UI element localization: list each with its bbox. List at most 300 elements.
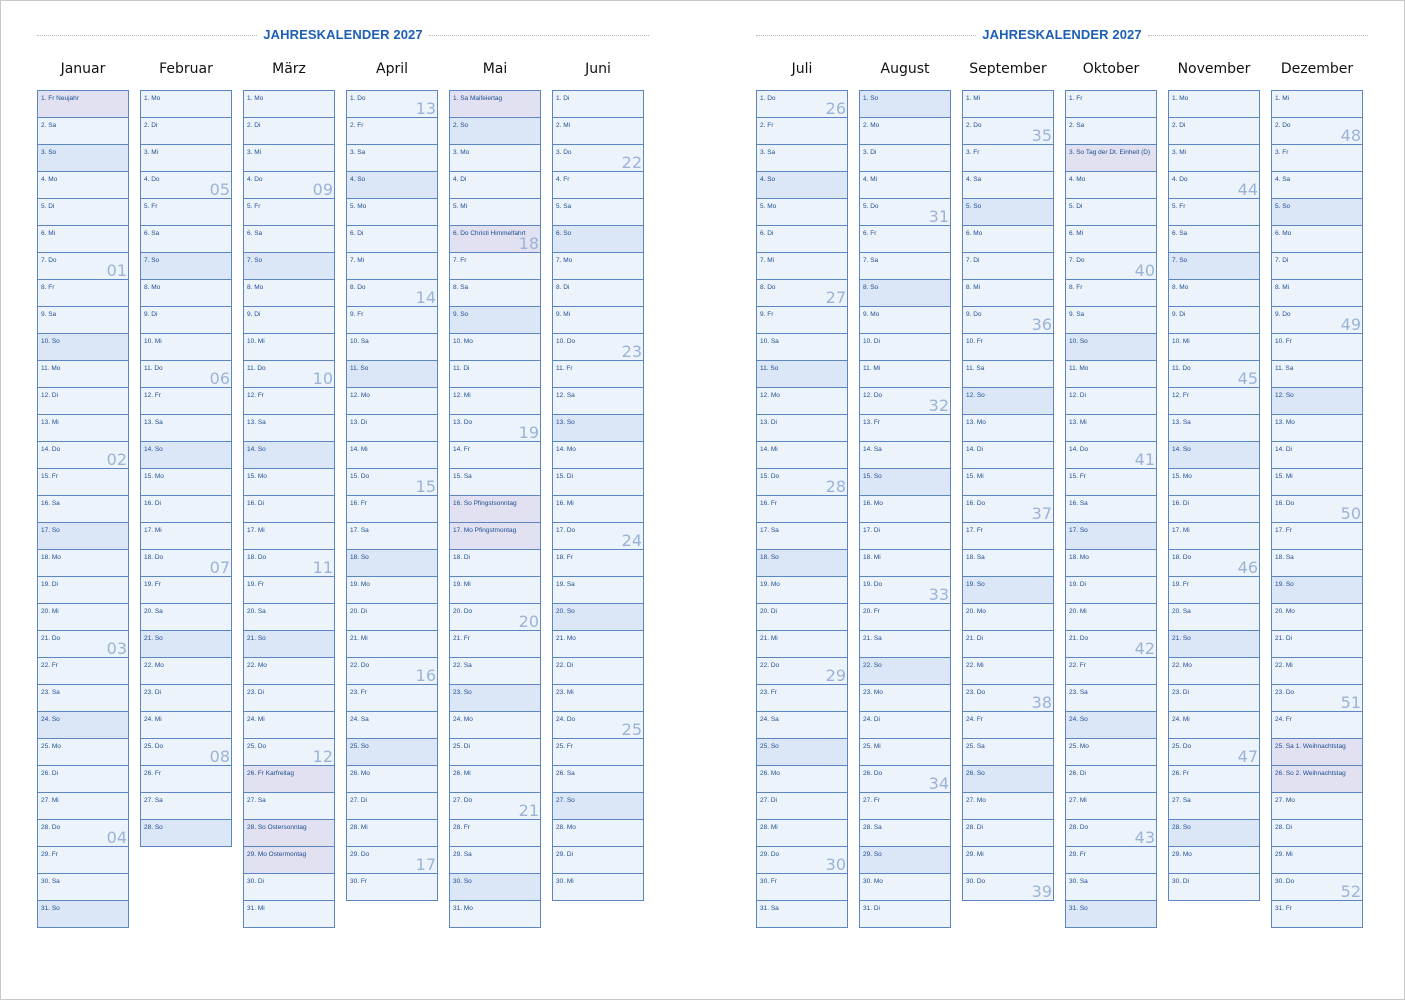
day-cell[interactable] [244,118,334,145]
day-cell[interactable] [38,658,128,685]
day-cell[interactable] [244,685,334,712]
day-cell[interactable] [553,307,643,334]
day-cell[interactable] [757,631,847,658]
day-cell[interactable] [1272,523,1362,550]
day-cell[interactable] [1272,793,1362,820]
day-cell[interactable] [1066,658,1156,685]
day-cell[interactable] [1169,793,1259,820]
day-cell[interactable] [347,469,437,496]
day-cell[interactable] [38,91,128,118]
day-cell[interactable] [860,577,950,604]
day-cell[interactable] [553,523,643,550]
day-cell[interactable] [347,91,437,118]
day-cell[interactable] [1169,280,1259,307]
day-cell[interactable] [757,145,847,172]
day-cell[interactable] [450,334,540,361]
day-cell[interactable] [347,118,437,145]
day-cell[interactable] [244,145,334,172]
day-cell[interactable] [1066,874,1156,901]
day-cell[interactable] [347,739,437,766]
day-cell[interactable] [347,685,437,712]
day-cell[interactable] [553,793,643,820]
day-cell[interactable] [860,469,950,496]
day-cell[interactable] [450,118,540,145]
day-cell[interactable] [963,226,1053,253]
day-cell[interactable] [141,145,231,172]
day-cell[interactable] [553,685,643,712]
day-cell[interactable] [347,766,437,793]
day-cell[interactable] [860,901,950,928]
day-cell[interactable] [1169,658,1259,685]
day-cell[interactable] [244,496,334,523]
day-cell[interactable] [1066,334,1156,361]
day-cell[interactable] [963,91,1053,118]
day-cell[interactable] [757,523,847,550]
day-cell[interactable] [1272,604,1362,631]
day-cell[interactable] [347,199,437,226]
day-cell[interactable] [553,496,643,523]
day-cell[interactable] [963,334,1053,361]
day-cell[interactable] [963,658,1053,685]
day-cell[interactable] [963,253,1053,280]
day-cell[interactable] [1066,361,1156,388]
day-cell[interactable] [757,712,847,739]
day-cell[interactable] [963,712,1053,739]
day-cell[interactable] [141,226,231,253]
day-cell[interactable] [1066,91,1156,118]
day-cell[interactable] [141,91,231,118]
day-cell[interactable] [1272,442,1362,469]
day-cell[interactable] [1272,118,1362,145]
day-cell[interactable] [38,469,128,496]
day-cell[interactable] [757,172,847,199]
day-cell[interactable] [347,604,437,631]
day-cell[interactable] [244,874,334,901]
day-cell[interactable] [757,91,847,118]
day-cell[interactable] [860,523,950,550]
day-cell[interactable] [553,820,643,847]
day-cell[interactable] [141,739,231,766]
day-cell[interactable] [1272,172,1362,199]
day-cell[interactable] [141,199,231,226]
day-cell[interactable] [450,712,540,739]
day-cell[interactable] [1066,145,1156,172]
day-cell[interactable] [553,469,643,496]
day-cell[interactable] [347,577,437,604]
day-cell[interactable] [553,712,643,739]
day-cell[interactable] [1272,415,1362,442]
day-cell[interactable] [244,631,334,658]
day-cell[interactable] [141,388,231,415]
day-cell[interactable] [963,847,1053,874]
day-cell[interactable] [757,307,847,334]
day-cell[interactable] [38,361,128,388]
day-cell[interactable] [38,766,128,793]
day-cell[interactable] [244,658,334,685]
day-cell[interactable] [963,442,1053,469]
day-cell[interactable] [1066,226,1156,253]
day-cell[interactable] [860,91,950,118]
day-cell[interactable] [347,523,437,550]
day-cell[interactable] [450,442,540,469]
day-cell[interactable] [38,523,128,550]
day-cell[interactable] [347,226,437,253]
day-cell[interactable] [1272,712,1362,739]
day-cell[interactable] [1272,280,1362,307]
day-cell[interactable] [963,199,1053,226]
day-cell[interactable] [347,145,437,172]
day-cell[interactable] [1066,496,1156,523]
day-cell[interactable] [1066,793,1156,820]
day-cell[interactable] [141,253,231,280]
day-cell[interactable] [141,442,231,469]
day-cell[interactable] [141,658,231,685]
day-cell[interactable] [860,712,950,739]
day-cell[interactable] [1066,712,1156,739]
day-cell[interactable] [1066,442,1156,469]
day-cell[interactable] [1169,766,1259,793]
day-cell[interactable] [1169,469,1259,496]
day-cell[interactable] [244,604,334,631]
day-cell[interactable] [450,253,540,280]
day-cell[interactable] [1272,820,1362,847]
day-cell[interactable] [244,280,334,307]
day-cell[interactable] [244,388,334,415]
day-cell[interactable] [1066,253,1156,280]
day-cell[interactable] [553,442,643,469]
day-cell[interactable] [1169,361,1259,388]
day-cell[interactable] [450,226,540,253]
day-cell[interactable] [553,739,643,766]
day-cell[interactable] [1272,307,1362,334]
day-cell[interactable] [38,901,128,928]
day-cell[interactable] [1272,226,1362,253]
day-cell[interactable] [860,847,950,874]
day-cell[interactable] [1169,253,1259,280]
day-cell[interactable] [553,550,643,577]
day-cell[interactable] [860,496,950,523]
day-cell[interactable] [963,361,1053,388]
day-cell[interactable] [1272,658,1362,685]
day-cell[interactable] [347,334,437,361]
day-cell[interactable] [1169,820,1259,847]
day-cell[interactable] [757,469,847,496]
day-cell[interactable] [553,172,643,199]
day-cell[interactable] [1066,766,1156,793]
day-cell[interactable] [860,550,950,577]
day-cell[interactable] [1272,388,1362,415]
day-cell[interactable] [141,631,231,658]
day-cell[interactable] [1066,280,1156,307]
day-cell[interactable] [963,469,1053,496]
day-cell[interactable] [1066,199,1156,226]
day-cell[interactable] [38,577,128,604]
day-cell[interactable] [963,793,1053,820]
day-cell[interactable] [1169,847,1259,874]
day-cell[interactable] [553,658,643,685]
day-cell[interactable] [860,226,950,253]
day-cell[interactable] [1066,415,1156,442]
day-cell[interactable] [553,577,643,604]
day-cell[interactable] [1066,739,1156,766]
day-cell[interactable] [450,550,540,577]
day-cell[interactable] [450,172,540,199]
day-cell[interactable] [450,847,540,874]
day-cell[interactable] [347,280,437,307]
day-cell[interactable] [963,766,1053,793]
day-cell[interactable] [757,820,847,847]
day-cell[interactable] [757,226,847,253]
day-cell[interactable] [347,712,437,739]
day-cell[interactable] [757,415,847,442]
day-cell[interactable] [757,739,847,766]
day-cell[interactable] [1272,334,1362,361]
day-cell[interactable] [1066,307,1156,334]
day-cell[interactable] [757,766,847,793]
day-cell[interactable] [450,901,540,928]
day-cell[interactable] [38,226,128,253]
day-cell[interactable] [141,577,231,604]
day-cell[interactable] [1272,253,1362,280]
day-cell[interactable] [757,334,847,361]
day-cell[interactable] [141,550,231,577]
day-cell[interactable] [244,469,334,496]
day-cell[interactable] [963,874,1053,901]
day-cell[interactable] [1169,442,1259,469]
day-cell[interactable] [244,739,334,766]
day-cell[interactable] [244,334,334,361]
day-cell[interactable] [1169,874,1259,901]
day-cell[interactable] [860,253,950,280]
day-cell[interactable] [860,145,950,172]
day-cell[interactable] [1272,550,1362,577]
day-cell[interactable] [860,361,950,388]
day-cell[interactable] [553,226,643,253]
day-cell[interactable] [1169,415,1259,442]
day-cell[interactable] [141,793,231,820]
day-cell[interactable] [860,739,950,766]
day-cell[interactable] [347,415,437,442]
day-cell[interactable] [244,307,334,334]
day-cell[interactable] [757,118,847,145]
day-cell[interactable] [141,685,231,712]
day-cell[interactable] [38,604,128,631]
day-cell[interactable] [553,118,643,145]
day-cell[interactable] [553,631,643,658]
day-cell[interactable] [860,280,950,307]
day-cell[interactable] [244,901,334,928]
day-cell[interactable] [553,766,643,793]
day-cell[interactable] [450,658,540,685]
day-cell[interactable] [38,739,128,766]
day-cell[interactable] [1272,685,1362,712]
day-cell[interactable] [1272,739,1362,766]
day-cell[interactable] [1272,766,1362,793]
day-cell[interactable] [860,442,950,469]
day-cell[interactable] [963,496,1053,523]
day-cell[interactable] [1066,550,1156,577]
day-cell[interactable] [757,658,847,685]
day-cell[interactable] [1169,523,1259,550]
day-cell[interactable] [860,685,950,712]
day-cell[interactable] [1169,118,1259,145]
day-cell[interactable] [1169,145,1259,172]
day-cell[interactable] [450,145,540,172]
day-cell[interactable] [141,712,231,739]
day-cell[interactable] [141,415,231,442]
day-cell[interactable] [757,280,847,307]
day-cell[interactable] [450,874,540,901]
day-cell[interactable] [38,442,128,469]
day-cell[interactable] [963,685,1053,712]
day-cell[interactable] [1066,388,1156,415]
day-cell[interactable] [141,469,231,496]
day-cell[interactable] [1066,118,1156,145]
day-cell[interactable] [963,118,1053,145]
day-cell[interactable] [141,361,231,388]
day-cell[interactable] [1169,91,1259,118]
day-cell[interactable] [244,361,334,388]
day-cell[interactable] [860,334,950,361]
day-cell[interactable] [244,847,334,874]
day-cell[interactable] [38,280,128,307]
day-cell[interactable] [963,280,1053,307]
day-cell[interactable] [757,604,847,631]
day-cell[interactable] [38,118,128,145]
day-cell[interactable] [141,172,231,199]
day-cell[interactable] [450,739,540,766]
day-cell[interactable] [553,847,643,874]
day-cell[interactable] [450,199,540,226]
day-cell[interactable] [450,685,540,712]
day-cell[interactable] [347,793,437,820]
day-cell[interactable] [450,496,540,523]
day-cell[interactable] [244,442,334,469]
day-cell[interactable] [1066,847,1156,874]
day-cell[interactable] [1066,577,1156,604]
day-cell[interactable] [450,577,540,604]
day-cell[interactable] [347,496,437,523]
day-cell[interactable] [347,820,437,847]
day-cell[interactable] [38,145,128,172]
day-cell[interactable] [860,388,950,415]
day-cell[interactable] [38,307,128,334]
day-cell[interactable] [963,820,1053,847]
day-cell[interactable] [860,307,950,334]
day-cell[interactable] [1169,712,1259,739]
day-cell[interactable] [553,604,643,631]
day-cell[interactable] [450,820,540,847]
day-cell[interactable] [38,550,128,577]
day-cell[interactable] [244,712,334,739]
day-cell[interactable] [553,145,643,172]
day-cell[interactable] [860,199,950,226]
day-cell[interactable] [347,361,437,388]
day-cell[interactable] [244,91,334,118]
day-cell[interactable] [1066,469,1156,496]
day-cell[interactable] [860,631,950,658]
day-cell[interactable] [1169,631,1259,658]
day-cell[interactable] [757,550,847,577]
day-cell[interactable] [1169,604,1259,631]
day-cell[interactable] [963,739,1053,766]
day-cell[interactable] [757,442,847,469]
day-cell[interactable] [1066,685,1156,712]
day-cell[interactable] [553,199,643,226]
day-cell[interactable] [450,604,540,631]
day-cell[interactable] [1272,469,1362,496]
day-cell[interactable] [450,523,540,550]
day-cell[interactable] [757,685,847,712]
day-cell[interactable] [141,280,231,307]
day-cell[interactable] [244,199,334,226]
day-cell[interactable] [963,145,1053,172]
day-cell[interactable] [141,307,231,334]
day-cell[interactable] [1169,226,1259,253]
day-cell[interactable] [860,118,950,145]
day-cell[interactable] [38,874,128,901]
day-cell[interactable] [244,253,334,280]
day-cell[interactable] [963,172,1053,199]
day-cell[interactable] [347,307,437,334]
day-cell[interactable] [450,469,540,496]
day-cell[interactable] [757,901,847,928]
day-cell[interactable] [963,604,1053,631]
day-cell[interactable] [1169,739,1259,766]
day-cell[interactable] [1169,577,1259,604]
day-cell[interactable] [38,847,128,874]
day-cell[interactable] [963,631,1053,658]
day-cell[interactable] [450,793,540,820]
day-cell[interactable] [141,523,231,550]
day-cell[interactable] [450,415,540,442]
day-cell[interactable] [1272,145,1362,172]
day-cell[interactable] [553,334,643,361]
day-cell[interactable] [1272,847,1362,874]
day-cell[interactable] [860,820,950,847]
day-cell[interactable] [1272,496,1362,523]
day-cell[interactable] [244,793,334,820]
day-cell[interactable] [244,550,334,577]
day-cell[interactable] [757,388,847,415]
day-cell[interactable] [1169,199,1259,226]
day-cell[interactable] [141,604,231,631]
day-cell[interactable] [38,820,128,847]
day-cell[interactable] [963,415,1053,442]
day-cell[interactable] [757,847,847,874]
day-cell[interactable] [963,577,1053,604]
day-cell[interactable] [38,712,128,739]
day-cell[interactable] [860,604,950,631]
day-cell[interactable] [244,226,334,253]
day-cell[interactable] [757,496,847,523]
day-cell[interactable] [757,253,847,280]
day-cell[interactable] [860,415,950,442]
day-cell[interactable] [244,766,334,793]
day-cell[interactable] [1169,334,1259,361]
day-cell[interactable] [553,388,643,415]
day-cell[interactable] [860,874,950,901]
day-cell[interactable] [757,874,847,901]
day-cell[interactable] [347,388,437,415]
day-cell[interactable] [1169,496,1259,523]
day-cell[interactable] [553,415,643,442]
day-cell[interactable] [1272,199,1362,226]
day-cell[interactable] [141,820,231,847]
day-cell[interactable] [963,388,1053,415]
day-cell[interactable] [757,577,847,604]
day-cell[interactable] [757,361,847,388]
